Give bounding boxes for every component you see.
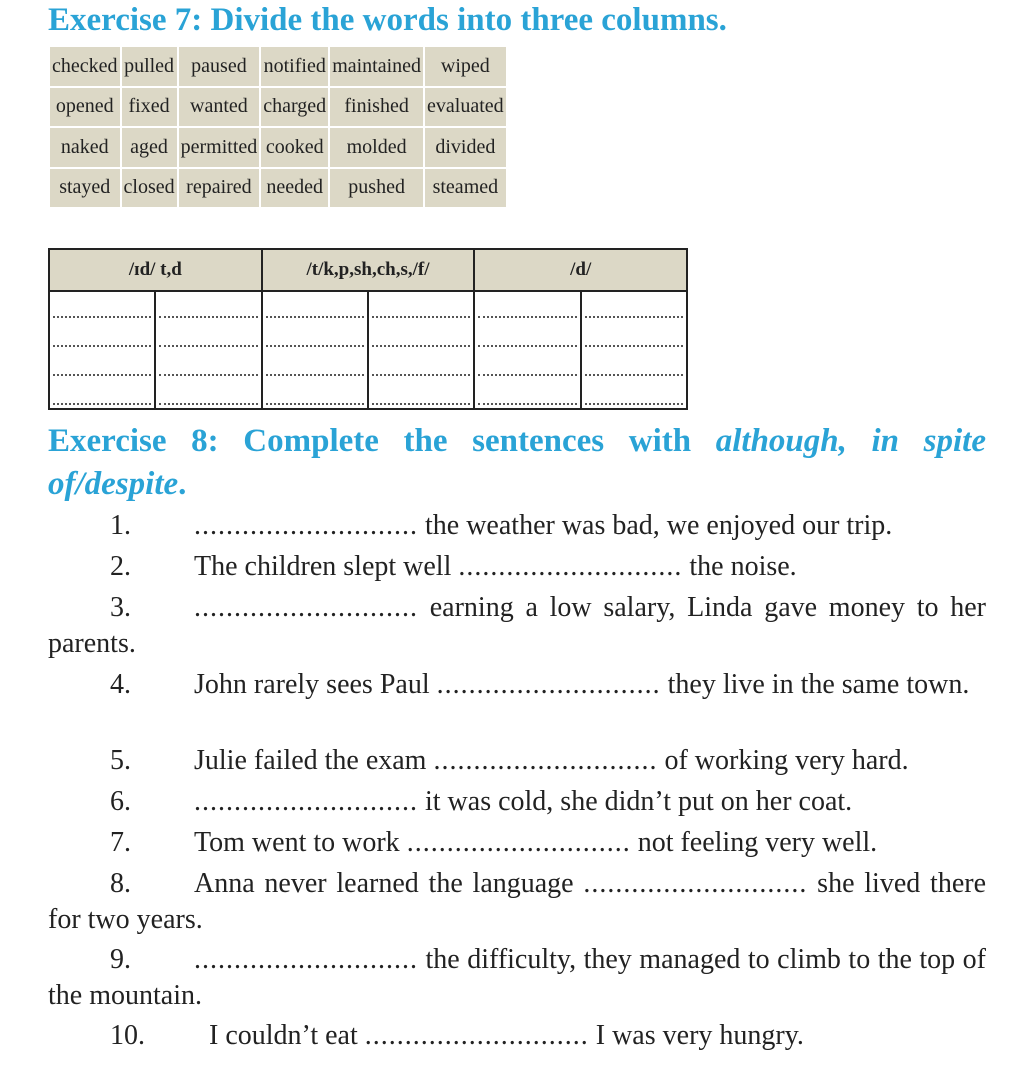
answer-cell[interactable] [49,321,155,350]
sentence-text-before: John rarely sees Paul [194,669,430,700]
answer-dotted-line [372,325,470,347]
answer-cell[interactable] [262,350,368,379]
sentence-number: 1. [110,510,131,541]
sentence-body [48,549,986,585]
answer-cell[interactable] [155,291,261,321]
word-cell: molded [330,128,423,169]
answer-cell[interactable] [474,291,580,321]
answer-cell[interactable] [474,379,580,409]
word-cell: steamed [425,169,506,210]
answer-cell[interactable] [155,350,261,379]
answer-dotted-line [372,354,470,376]
answer-cell[interactable] [581,379,687,409]
sentence-item [48,784,986,820]
sentence-number: 8. [110,868,131,899]
word-cell: repaired [179,169,260,210]
word-row [50,128,506,169]
sentence-text-after: it was cold, she didn’t put on her coat. [425,786,853,817]
answer-cell[interactable] [474,321,580,350]
answer-cell[interactable] [474,350,580,379]
answer-dotted-line [372,296,470,318]
answer-dotted-line [478,354,576,376]
sentence-text-after: not feeling very well. [637,827,878,858]
answer-dotted-line [53,383,151,405]
sentence-number: 3. [110,592,131,623]
word-bank [48,47,508,209]
answer-cell[interactable] [155,379,261,409]
answer-dotted-line [585,354,683,376]
word-cell: charged [261,88,328,129]
answer-blank[interactable]: ............................ [194,592,418,623]
sentence-text-before: Anna never learned the language [194,868,574,899]
answer-cell[interactable] [368,350,474,379]
answer-blank[interactable]: ............................ [406,827,631,858]
sentence-body [48,866,986,938]
word-cell: opened [50,88,120,129]
sentence-number: 2. [110,551,131,582]
exercise-8-title-emphasis: although, in spite of/despite [48,423,986,502]
answer-cell[interactable] [368,321,474,350]
exercise-8-title [48,420,986,506]
word-cell: permitted [179,128,260,169]
sentence-number: 10. [110,1020,145,1051]
word-cell: wanted [179,88,260,129]
answer-dotted-line [266,354,364,376]
exercise-8-title-prefix: Exercise 8: Complete the sentences with [48,423,716,459]
answer-row [49,379,687,409]
sentence-text-after: the difficulty, they managed to climb to the top of the mountain. [48,944,987,1011]
word-cell: checked [50,47,120,88]
answer-dotted-line [266,296,364,318]
sentence-text-after: the weather was bad, we enjoyed our trip. [425,510,893,541]
word-cell: pulled [122,47,177,88]
answer-blank[interactable]: ............................ [583,868,808,899]
answer-dotted-line [266,383,364,405]
sentence-item [48,549,986,585]
sentence-text-before: The children slept well [194,551,452,582]
column-header-d: /d/ [474,249,687,291]
sentence-number: 6. [110,786,131,817]
word-cell: naked [50,128,120,169]
answer-dotted-line [53,325,151,347]
answer-cell[interactable] [581,350,687,379]
word-cell: evaluated [425,88,506,129]
sentence-number: 4. [110,669,131,700]
answer-row [49,321,687,350]
answer-blank[interactable]: ............................ [436,669,661,700]
column-header-t: /t/k,p,sh,ch,s,/f/ [262,249,475,291]
sentence-item [48,1018,986,1054]
answer-cell[interactable] [581,321,687,350]
word-cell: maintained [330,47,423,88]
sentence-body [48,825,986,861]
answer-dotted-line [585,296,683,318]
sentence-body [48,508,986,544]
answer-dotted-line [478,296,576,318]
word-cell: aged [122,128,177,169]
answer-dotted-line [478,325,576,347]
sentence-text-before: Julie failed the exam [194,745,427,776]
answer-dotted-line [159,383,257,405]
sentence-text-after: of working very hard. [664,745,909,776]
answer-dotted-line [159,354,257,376]
sentence-body [48,743,986,779]
sentence-item [48,942,986,1014]
column-header-id: /ɪd/ t,d [49,249,262,291]
word-cell: pushed [330,169,423,210]
sentence-body [48,1018,986,1054]
answer-blank[interactable]: ............................ [458,551,683,582]
answer-cell[interactable] [262,291,368,321]
word-cell: notified [261,47,328,88]
answer-dotted-line [159,296,257,318]
sentence-text-after: the noise. [689,551,797,582]
word-cell: needed [261,169,328,210]
word-cell: paused [179,47,260,88]
sentence-item [48,667,986,703]
word-cell: divided [425,128,506,169]
answer-cell[interactable] [368,291,474,321]
word-cell: fixed [122,88,177,129]
sound-columns-table [48,248,688,410]
sentence-body [48,667,986,703]
answer-row [49,350,687,379]
answer-dotted-line [53,354,151,376]
answer-cell[interactable] [49,291,155,321]
answer-cell[interactable] [262,379,368,409]
sentence-body [48,590,986,662]
sentence-text-after: I was very hungry. [595,1020,804,1051]
sentence-number: 7. [110,827,131,858]
sentence-number: 9. [110,944,131,975]
answer-cell[interactable] [368,379,474,409]
answer-dotted-line [372,383,470,405]
answer-blank[interactable]: ............................ [194,944,418,975]
answer-blank[interactable]: ............................ [194,510,418,541]
sentence-number: 5. [110,745,131,776]
word-cell: wiped [425,47,506,88]
answer-dotted-line [478,383,576,405]
answer-cell[interactable] [49,379,155,409]
sentence-body [48,942,986,1014]
sentence-text-before: Tom went to work [194,827,400,858]
answer-dotted-line [53,296,151,318]
answer-dotted-line [585,325,683,347]
answer-cell[interactable] [262,321,368,350]
answer-cell[interactable] [155,321,261,350]
word-row [50,169,506,210]
sentence-text-before: I couldn’t eat [209,1020,358,1051]
sentence-text-after: earning a low salary, Linda gave money to her parents. [48,592,987,659]
sentence-body [48,784,986,820]
answer-row [49,291,687,321]
sentence-item [48,825,986,861]
answer-dotted-line [585,383,683,405]
sentence-item [48,743,986,779]
sentence-item [48,590,986,662]
exercise-8-title-suffix: . [178,466,187,502]
word-row [50,88,506,129]
word-cell: closed [122,169,177,210]
answer-blank[interactable]: ............................ [364,1020,589,1051]
sentence-text-after: she lived there for two years. [48,868,986,935]
answer-dotted-line [266,325,364,347]
exercise-7-title: Exercise 7: Divide the words into three columns. [48,2,727,38]
answer-cell[interactable] [581,291,687,321]
word-cell: finished [330,88,423,129]
word-row [50,47,506,88]
sentence-item [48,508,986,544]
answer-dotted-line [159,325,257,347]
answer-blank[interactable]: ............................ [194,786,418,817]
sentence-text-after: they live in the same town. [667,669,970,700]
word-cell: stayed [50,169,120,210]
answer-cell[interactable] [49,350,155,379]
answer-blank[interactable]: ............................ [433,745,658,776]
word-cell: cooked [261,128,328,169]
sentence-item [48,866,986,938]
